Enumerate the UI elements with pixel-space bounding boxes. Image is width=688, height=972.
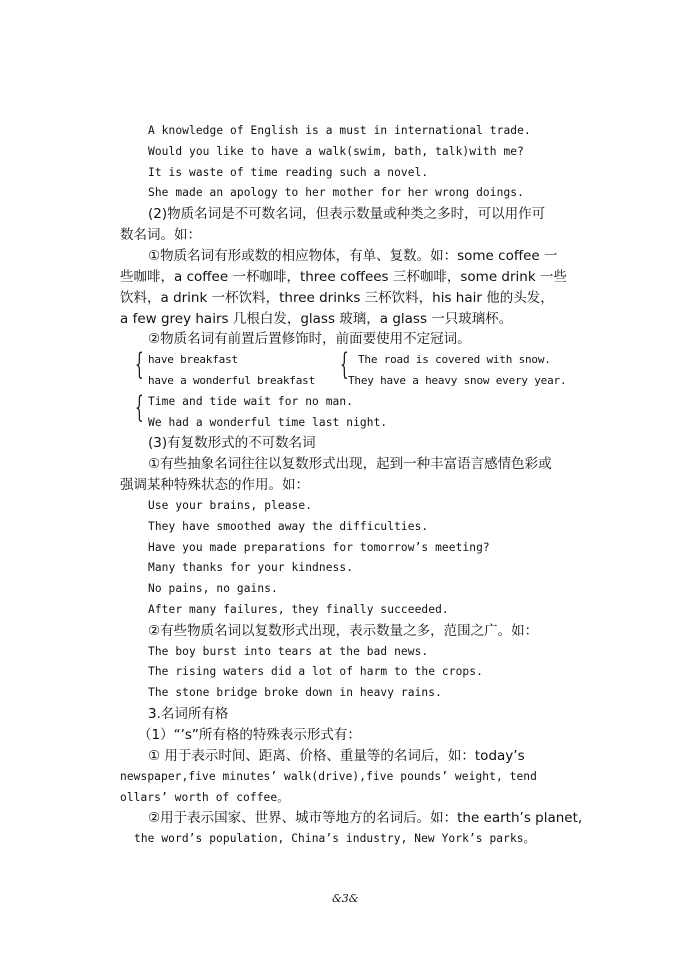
paragraph-line: newspaper,five minutes’ walk(drive),five pounds’ weight, tend: [120, 770, 537, 783]
left-brace: {: [340, 347, 349, 382]
example-sentence: The stone bridge broke down in heavy rains.: [148, 686, 442, 699]
section-heading: (3)有复数形式的不可数名词: [148, 435, 316, 451]
example-sentence: Would you like to have a walk(swim, bath, talk)with me?: [148, 145, 524, 158]
example-sentence: Many thanks for your kindness.: [148, 561, 354, 574]
paragraph-line: 些咖啡，a coffee 一杯咖啡，three coffees 三杯咖啡，some drink 一些: [120, 269, 567, 285]
paragraph-line: a few grey hairs 几根白发，glass 玻璃，a glass 一只玻璃杯。: [120, 311, 513, 327]
left-brace: {: [135, 347, 144, 382]
example-sentence: After many failures, they finally succeeded.: [148, 603, 449, 616]
paragraph-line: ②用于表示国家、世界、城市等地方的名词后。如：the earth’s planet,: [148, 810, 583, 826]
example-sentence: The rising waters did a lot of harm to the crops.: [148, 665, 483, 678]
example-sentence: Use your brains, please.: [148, 499, 313, 512]
paragraph-line: ① 用于表示时间、距离、价格、重量等的名词后，如：today’s: [148, 748, 525, 764]
paragraph-line: (2)物质名词是不可数名词，但表示数量或种类之多时，可以用作可: [148, 206, 546, 222]
example-sentence: They have a heavy snow every year.: [348, 374, 567, 387]
example-sentence: It is waste of time reading such a novel.: [148, 166, 429, 179]
paragraph-line: 数名词。如：: [120, 227, 201, 243]
example-sentence: We had a wonderful time last night.: [148, 416, 388, 429]
example-sentence: No pains, no gains.: [148, 582, 278, 595]
example-sentence: A knowledge of English is a must in international trade.: [148, 124, 531, 137]
example-phrase: have a wonderful breakfast: [148, 374, 315, 387]
paragraph-line: ①物质名词有形或数的相应物体，有单、复数。如：some coffee 一: [148, 248, 558, 264]
section-heading: 3.名词所有格: [148, 706, 229, 722]
example-sentence: The boy burst into tears at the bad news.: [148, 645, 429, 658]
page-number: &3&: [332, 892, 359, 905]
example-sentence: Time and tide wait for no man.: [148, 395, 354, 408]
example-sentence: She made an apology to her mother for her wrong doings.: [148, 186, 524, 199]
paragraph-line: ②有些物质名词以复数形式出现，表示数量之多，范围之广。如：: [148, 623, 539, 639]
paragraph-line: ollars’ worth of coffee。: [120, 791, 289, 804]
paragraph-line: ①有些抽象名词往往以复数形式出现，起到一种丰富语言感情色彩或: [148, 456, 552, 472]
example-sentence: Have you made preparations for tomorrow’s meeting?: [148, 541, 490, 554]
paragraph-line: 饮料，a drink 一杯饮料，three drinks 三杯饮料，his hair 他的头发，: [120, 290, 554, 306]
subsection-heading: （1）“’s”所有格的特殊表示形式有：: [138, 727, 361, 743]
left-brace: {: [135, 390, 144, 425]
paragraph-line: 强调某种特殊状态的作用。如：: [120, 477, 309, 493]
example-sentence: The road is covered with snow.: [358, 353, 551, 366]
example-sentence: They have smoothed away the difficulties.: [148, 520, 429, 533]
paragraph-line: ②物质名词有前置后置修饰时，前面要使用不定冠词。: [148, 331, 471, 347]
paragraph-line: the word’s population, China’s industry, New York’s parks。: [134, 832, 535, 845]
example-phrase: have breakfast: [148, 353, 238, 366]
